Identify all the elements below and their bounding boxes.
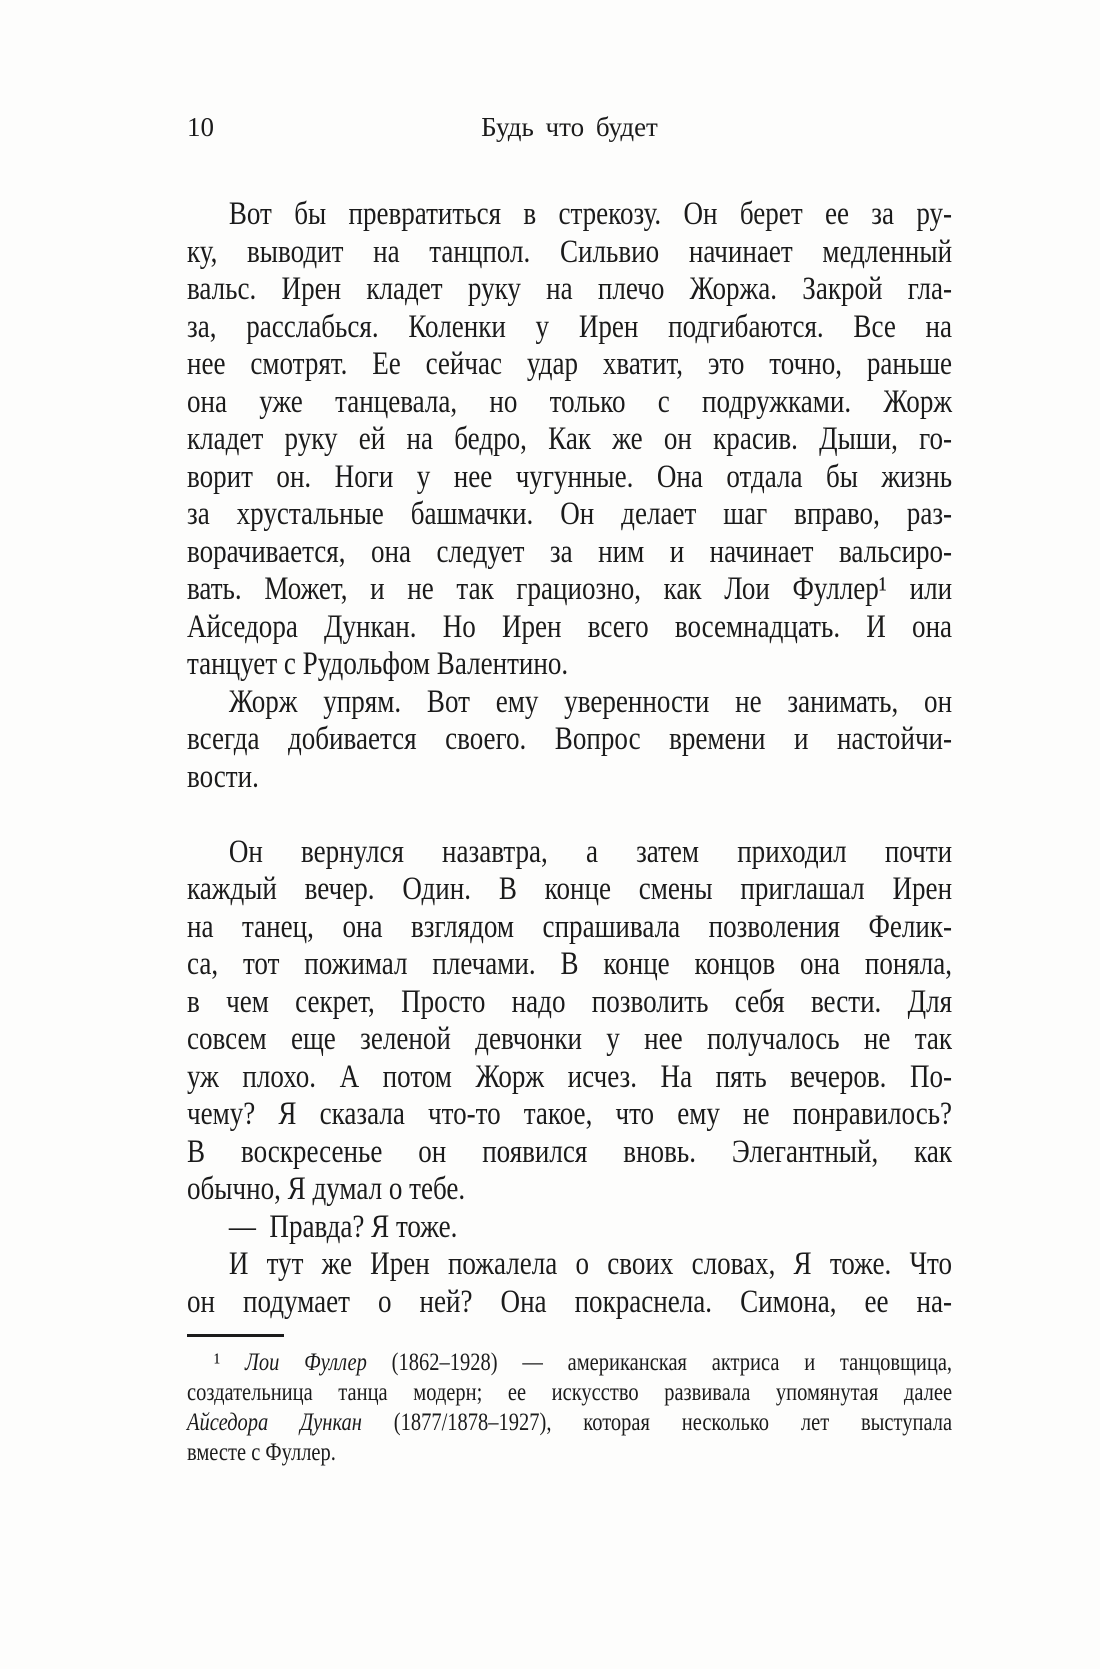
- text-line: Он вернулся назавтра, а затем приходил почти: [228, 833, 953, 870]
- text-line: са, тот пожимал плечами. В конце концов она поняла,: [187, 946, 953, 982]
- text-line: на танец, она взглядом спрашивала позволения Фелик-: [187, 908, 953, 945]
- page-header: [187, 110, 952, 150]
- text-line: она уже танцевала, но только с подружками. Жорж: [187, 383, 953, 420]
- paragraph: [187, 834, 952, 1209]
- footnote-line: [187, 1348, 952, 1378]
- text-line: каждый вечер. Один. В конце смены приглашал Ирен: [187, 871, 953, 907]
- text-line: кладет руку ей на бедро, Как же он красив. Дыши, го-: [187, 421, 953, 457]
- text-line: И тут же Ирен пожалела о своих словах, Я тоже. Что: [228, 1246, 953, 1282]
- footnote-line: [187, 1378, 952, 1408]
- text-line: чему? Я сказала что-то такое, что ему не понравилось?: [187, 1096, 953, 1132]
- text-line: нее смотрят. Ее сейчас удар хватит, это точно, раньше: [187, 346, 953, 382]
- paragraph: [187, 196, 952, 684]
- footnote-divider: [187, 1334, 284, 1337]
- section-break: [187, 796, 952, 834]
- page-number: 10: [187, 112, 214, 142]
- body-text: [187, 196, 952, 1321]
- text-line: уж плохо. А потом Жорж исчез. На пять вечеров. По-: [187, 1058, 953, 1095]
- footnote-text: ¹: [214, 1349, 245, 1376]
- footnote-italic-text: Лои Фуллер: [244, 1349, 367, 1376]
- text-line: Айседора Дункан. Но Ирен всего восемнадцать. И она: [187, 608, 953, 645]
- text-line: Вот бы превратиться в стрекозу. Он берет ее за ру-: [228, 196, 953, 232]
- text-line: ку, выводит на танцпол. Сильвио начинает медленный: [187, 233, 953, 270]
- footnote-text: вместе с Фуллер.: [187, 1439, 336, 1466]
- paragraph: [187, 684, 952, 797]
- text-line: вальс. Ирен кладет руку на плечо Жоржа. Закрой гла-: [187, 271, 953, 307]
- text-line: он подумает о ней? Она покраснела. Симона, ее на-: [187, 1283, 953, 1320]
- footnote-text: создательница танца модерн; ее искусство развивала упомянутая далее: [187, 1379, 953, 1406]
- text-line: ворит он. Ноги у нее чугунные. Она отдала бы жизнь: [187, 458, 953, 495]
- footnote-line: [187, 1408, 952, 1438]
- text-line: за, расслабься. Коленки у Ирен подгибаются. Все на: [187, 308, 953, 345]
- running-title: Будь что будет: [481, 112, 658, 142]
- footnote-line: [187, 1438, 952, 1468]
- footnote-text: (1862–1928) — американская актриса и танцовщица,: [366, 1349, 953, 1376]
- footnote-italic-text: Айседора Дункан: [187, 1409, 362, 1436]
- text-line: танцует с Рудольфом Валентино.: [187, 646, 569, 682]
- paragraph: [187, 1246, 952, 1321]
- paragraph: [187, 1209, 952, 1247]
- text-line: вости.: [187, 758, 259, 795]
- text-line: вать. Может, и не так грациозно, как Лои Фуллер¹ или: [187, 571, 953, 607]
- text-line: обычно, Я думал о тебе.: [187, 1171, 466, 1207]
- text-line: совсем еще зеленой девчонки у нее получалось не так: [187, 1021, 953, 1057]
- footnote-text: (1877/1878–1927), которая несколько лет выступала: [361, 1409, 953, 1436]
- text-line: в чем секрет, Просто надо позволить себя вести. Для: [187, 983, 953, 1020]
- text-line: — Правда? Я тоже.: [228, 1208, 458, 1245]
- text-line: за хрустальные башмачки. Он делает шаг вправо, раз-: [187, 496, 953, 532]
- text-line: В воскресенье он появился вновь. Элегантный, как: [187, 1133, 953, 1170]
- text-line: Жорж упрям. Вот ему уверенности не занимать, он: [228, 683, 953, 720]
- text-line: ворачивается, она следует за ним и начинает вальсиро-: [187, 533, 953, 570]
- text-line: всегда добивается своего. Вопрос времени и настойчи-: [187, 721, 953, 757]
- footnote: [187, 1348, 952, 1468]
